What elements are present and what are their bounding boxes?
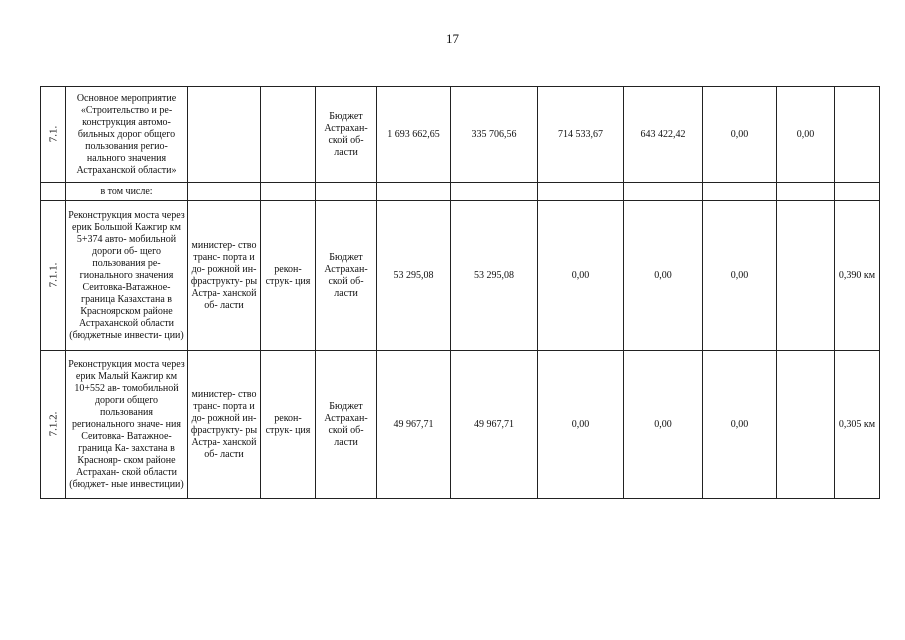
row-number-cell — [41, 201, 66, 351]
empty-cell — [538, 183, 624, 201]
page-number: 17 — [446, 31, 459, 46]
year-amount-cell: 0,00 — [538, 351, 624, 499]
year-amount-cell — [777, 351, 835, 499]
row-number-cell — [41, 183, 66, 201]
work-type-cell: рекон- струк- ция — [261, 351, 316, 499]
year-amount-cell: 0,00 — [703, 351, 777, 499]
empty-cell — [703, 183, 777, 201]
activity-description: Реконструкция моста через ерик Малый Кажгир км 10+552 ав- томобильной дороги общего пользования регионального значе- ния Сеитовка- Ватажное-граница Ка- захстана в Краснояр- ском районе Астрахан- ской области (бюджет- ные инвестиции) — [66, 351, 188, 499]
program-activities-table — [40, 86, 880, 499]
year-amount-cell: 643 422,42 — [624, 87, 703, 183]
year-amount-cell: 0,00 — [777, 87, 835, 183]
executor-cell — [188, 87, 261, 183]
work-type-cell: рекон- струк- ция — [261, 201, 316, 351]
empty-cell — [377, 183, 451, 201]
total-amount-cell: 49 967,71 — [377, 351, 451, 499]
result-cell: 0,390 км — [835, 201, 880, 351]
row-number-cell — [41, 351, 66, 499]
year-amount-cell — [777, 201, 835, 351]
row-number-cell — [41, 87, 66, 183]
subheader-cell: в том числе: — [66, 183, 188, 201]
table-row — [41, 183, 880, 201]
empty-cell — [835, 183, 880, 201]
table-row — [41, 201, 880, 351]
funding-source-cell: Бюджет Астрахан- ской об- ласти — [316, 87, 377, 183]
result-cell: 0,305 км — [835, 351, 880, 499]
year-amount-cell: 53 295,08 — [451, 201, 538, 351]
empty-cell — [777, 183, 835, 201]
year-amount-cell: 0,00 — [703, 87, 777, 183]
table-row — [41, 87, 880, 183]
result-cell — [835, 87, 880, 183]
executor-cell: министер- ство транс- порта и до- рожной ин- фраструкту- ры Астра- ханской об- ласти — [188, 351, 261, 499]
year-amount-cell: 49 967,71 — [451, 351, 538, 499]
work-type-cell — [261, 87, 316, 183]
row-number: 7.1.2. — [47, 411, 60, 437]
row-number: 7.1. — [47, 125, 59, 143]
total-amount-cell: 53 295,08 — [377, 201, 451, 351]
year-amount-cell: 0,00 — [624, 351, 703, 499]
activity-description: Основное мероприятие «Строительство и ре- конструкция автомо- бильных дорог общего пользования регио- нального значения Астраханской области» — [66, 87, 188, 183]
empty-cell — [316, 183, 377, 201]
empty-cell — [261, 183, 316, 201]
total-amount-cell: 1 693 662,65 — [377, 87, 451, 183]
empty-cell — [188, 183, 261, 201]
funding-source-cell: Бюджет Астрахан- ской об- ласти — [316, 201, 377, 351]
year-amount-cell: 0,00 — [538, 201, 624, 351]
table-row — [41, 351, 880, 499]
year-amount-cell: 0,00 — [624, 201, 703, 351]
activity-description: Реконструкция моста через ерик Большой Кажгир км 5+374 авто- мобильной дороги об- щего пользования ре- гионального значения Сеитовка-Ватажное- граница Казахстана в Красноярском районе Астраханской области (бюджетные инвести- ции) — [66, 201, 188, 351]
empty-cell — [624, 183, 703, 201]
row-number: 7.1.1. — [47, 262, 60, 288]
executor-cell: министер- ство транс- порта и до- рожной ин- фраструкту- ры Астра- ханской об- ласти — [188, 201, 261, 351]
year-amount-cell: 335 706,56 — [451, 87, 538, 183]
year-amount-cell: 714 533,67 — [538, 87, 624, 183]
empty-cell — [451, 183, 538, 201]
funding-source-cell: Бюджет Астрахан- ской об- ласти — [316, 351, 377, 499]
year-amount-cell: 0,00 — [703, 201, 777, 351]
